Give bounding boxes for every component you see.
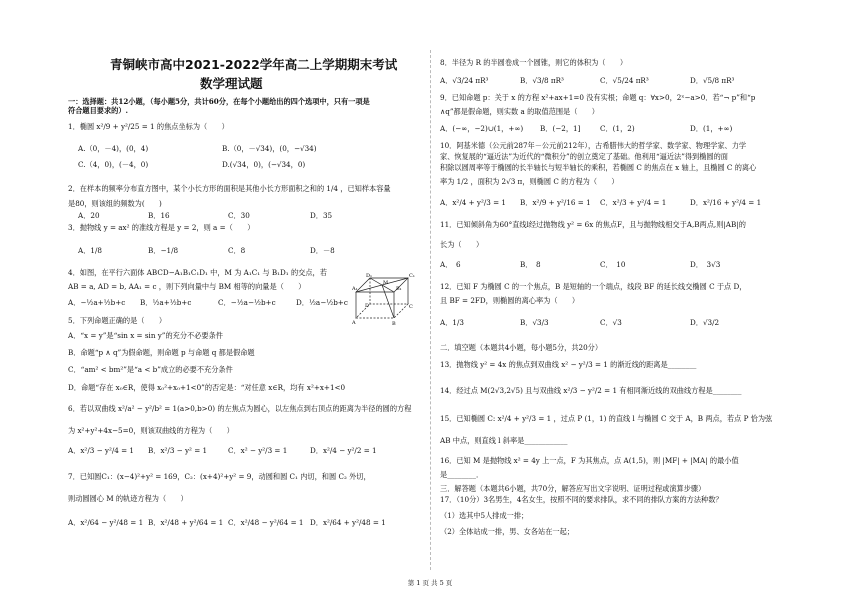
- question-7-cont: 则动圆圆心 M 的轨迹方程为（ ）: [68, 494, 188, 503]
- section-3-heading: 三．解答题（本题共6小题，共70分，解答应写出文字说明、证明过程或演算步骤）: [440, 484, 706, 493]
- q4-option-b: B．½a+½b+c: [140, 298, 192, 307]
- q6-option-a: A．x²/3 − y²/4 = 1: [68, 446, 135, 455]
- q11-option-c: C． 10: [600, 260, 626, 269]
- q3-option-c: C．8: [228, 246, 246, 255]
- q2-option-b: B．16: [148, 211, 170, 220]
- page-footer: 第 1 页 共 5 页: [407, 579, 453, 587]
- q9-option-d: D．(1，+∞): [690, 124, 733, 133]
- q5-option-b: B．命题“p ∧ q”为假命题，则命题 p 与命题 q 都是假命题: [68, 348, 255, 357]
- question-4: 4．如图，在平行六面体 ABCD−A₁B₁C₁D₁ 中，M 为 A₁C₁ 与 B₁D₁ 的交点，若: [68, 268, 327, 277]
- exam-title: 青铜峡市高中2021-2022学年高二上学期期末考试: [110, 57, 398, 72]
- question-9-cont: ∧q”都是假命题，则实数 a 的取值范围是（ ）: [440, 107, 599, 116]
- fig-label-a1: A₁: [352, 286, 358, 292]
- question-11-cont: 长为（ ）: [440, 240, 484, 249]
- q3-option-a: A．1/8: [78, 246, 102, 255]
- parallelepiped-figure: [352, 270, 420, 326]
- question-15-cont: AB 中点，则直线 l 斜率是____________: [440, 436, 568, 445]
- q8-option-c: C．√5/24 πR³: [600, 76, 649, 85]
- q11-option-a: A． 6: [440, 260, 461, 269]
- question-5: 5．下列命题正确的是（ ）: [68, 316, 167, 325]
- q9-option-b: B．(−2，1]: [540, 124, 581, 133]
- question-1: 1．椭圆 x²/9 + y²/25 = 1 的焦点坐标为（ ）: [68, 122, 229, 131]
- q4-option-c: C．−½a−½b+c: [218, 298, 276, 307]
- question-10-cont-2: 积除以圆周率等于椭圆的长半轴长与短半轴长的乘积，若椭圆 C 的焦点在 x 轴上，且椭圆 C 的离心: [440, 163, 757, 172]
- fig-label-c: C: [409, 304, 413, 310]
- question-10: 10．阿基米德（公元前287年－公元前212年），古希腊伟大的哲学家、数学家、物理学家、力学: [440, 141, 747, 150]
- question-11: 11．已知倾斜角为60°直线l经过抛物线 y² = 6x 的焦点F，且与抛物线相交于A,B两点,则|AB|的: [440, 220, 746, 229]
- q9-option-a: A．(−∞，−2)∪(1，+∞): [440, 124, 524, 133]
- question-7: 7．已知圆C₁：(x−4)²+y² = 169，C₂：(x+4)²+y² = 9，动圆和圆 C₁ 内切，和圆 C₂ 外切，: [68, 472, 371, 481]
- question-15: 15．已知椭圆 C: x²/4 + y²/3 = 1 ，过点 P (1，1) 的直线 l 与椭圆 C 交于 A，B 两点，若点 P 恰为弦: [440, 414, 773, 423]
- q1-option-c: C.（4，0)，(－4，0): [78, 160, 149, 169]
- q2-option-d: D．35: [310, 211, 333, 220]
- q8-option-a: A．√3/24 πR³: [440, 76, 489, 85]
- q1-option-b: B.（0，－√34)，(0，−√34): [222, 144, 317, 153]
- q3-option-d: D．－8: [310, 246, 335, 255]
- q12-option-c: C．√3: [600, 318, 622, 327]
- q5-option-a: A．“x = y”是“sin x = sin y”的充分不必要条件: [68, 331, 223, 340]
- question-8: 8．半径为 R 的半圆卷成一个圆锥，则它的体积为（ ）: [440, 58, 628, 67]
- question-17-part-1: （1）选其中5人排成一排；: [440, 511, 529, 520]
- q11-option-b: B． 8: [520, 260, 541, 269]
- fig-label-b: B: [392, 321, 396, 326]
- question-4-cont: AB = a, AD = b, AA₁ = c ，则下列向量中与 BM 相等的向量是（ ）: [68, 282, 306, 291]
- fig-label-b1: B₁: [396, 286, 402, 292]
- q9-option-c: C．(1，2): [600, 124, 635, 133]
- q10-option-b: B．x²/9 + y²/16 = 1: [520, 198, 591, 207]
- question-2-cont: 是80，则该组的频数为( ): [68, 199, 162, 208]
- question-12-cont: 且 BF = 2FD，则椭圆的离心率为（ ）: [440, 296, 580, 305]
- q7-option-c: C．x²/48 − y²/64 = 1: [228, 518, 304, 527]
- fig-label-m: M: [383, 280, 389, 286]
- q8-option-d: D．√5/8 πR³: [690, 76, 735, 85]
- q3-option-b: B．−1/8: [148, 246, 179, 255]
- q10-option-d: D．x²/16 + y²/4 = 1: [690, 198, 762, 207]
- q6-option-c: C．x² − y²/3 = 1: [228, 446, 288, 455]
- q7-option-b: B．x²/48 + y²/64 = 1: [148, 518, 224, 527]
- section-1-heading-2: 符合题目要求的）.: [68, 106, 129, 115]
- q6-option-d: D．x²/4 − y²/2 = 1: [310, 446, 377, 455]
- q2-option-c: C．30: [228, 211, 250, 220]
- question-9: 9．已知命题 p：关于 x 的方程 x²+ax+1=0 没有实根；命题 q：∀x>0，2ˣ−a>0．若“¬ p”和“p: [440, 93, 756, 102]
- q4-option-d: D．½a−½b+c: [296, 298, 348, 307]
- q8-option-b: B．√3/8 πR³: [520, 76, 564, 85]
- fig-label-a: A: [352, 320, 356, 326]
- q10-option-a: A．x²/4 + y²/3 = 1: [440, 198, 507, 207]
- question-6: 6．若以双曲线 x²/a² − y²/b² = 1(a>0,b>0) 的左焦点为圆心，以左焦点到右顶点的距离为半径的圆的方程: [68, 404, 412, 413]
- question-2: 2．在样本的频率分布直方图中，某个小长方形的面积是其他小长方形面积之和的 1/4 ，已知样本容量: [68, 184, 391, 193]
- q5-option-d: D．命题“存在 x₀∈R，使得 x₀²+x₀+1<0”的否定是：“对任意 x∈R，均有 x²+x+1<0: [68, 383, 346, 392]
- question-10-cont-3: 率为 1/2 ，面积为 2√3 π，则椭圆 C 的方程为（ ）: [440, 177, 619, 186]
- question-3: 3．抛物线 y = ax² 的准线方程是 y = 2，则 a =（ ）: [68, 223, 255, 232]
- question-17-part-2: （2）全体站成一排，男、女各站在一起；: [440, 527, 574, 536]
- fig-label-d1: D₁: [366, 273, 373, 279]
- q1-option-d: D.(√34，0)，(−√34，0): [222, 160, 306, 169]
- question-6-cont: 为 x²+y²+4x−5=0，则该双曲线的方程为（ ）: [68, 426, 234, 435]
- exam-subtitle: 数学理试题: [200, 76, 263, 91]
- question-17: 17．（10分）3名男生，4名女生，按照不同的要求排队，求不同的排队方案的方法种数？: [440, 495, 723, 504]
- q4-option-a: A．−½a+½b+c: [68, 298, 126, 307]
- q12-option-b: B．√3/3: [520, 318, 549, 327]
- q11-option-d: D． 3√3: [690, 260, 721, 269]
- question-12: 12．已知 F 为椭圆 C 的一个焦点，B 是短轴的一个端点，线段 BF 的延长线交椭圆 C 于点 D，: [440, 282, 747, 291]
- q12-option-d: D．√3/2: [690, 318, 720, 327]
- fig-label-c1: C₁: [409, 273, 415, 279]
- question-13: 13．抛物线 y² = 4x 的焦点到双曲线 x² − y²/3 = 1 的渐近线的距离是________: [440, 360, 697, 369]
- q7-option-a: A．x²/64 − y²/48 = 1: [68, 518, 144, 527]
- question-14: 14．经过点 M(2√3,2√5) 且与双曲线 x²/3 − y²/2 = 1 有相同渐近线的双曲线方程是________: [440, 386, 742, 395]
- section-2-heading: 二．填空题（本题共4小题，每小题5分，共20分）: [440, 343, 603, 352]
- question-10-cont-1: 家、恢复展的“逼近法”为近代的“微积分”的创立奠定了基础。他利用“逼近法”得到椭圆的面: [440, 152, 728, 161]
- q7-option-d: D．x²/64 + y²/48 = 1: [310, 518, 386, 527]
- column-divider: [430, 50, 431, 570]
- question-16: 16．已知 M 是抛物线 x² = 4y 上一点，F 为其焦点，点 A(1,5)，则 |MF| + |MA| 的最小值: [440, 456, 739, 465]
- q12-option-a: A．1/3: [440, 318, 464, 327]
- q5-option-c: C．“am² < bm²”是“a < b”成立的必要不充分条件: [68, 365, 233, 374]
- q1-option-a: A.（0，－4)，(0，4): [78, 144, 149, 153]
- section-1-heading: 一：选择题：共12小题，（每小题5分，共计60分，在每个小题给出的四个选项中，只有一项是: [68, 97, 370, 106]
- question-16-cont: 是________．: [440, 470, 484, 479]
- q10-option-c: C．x²/3 + y²/4 = 1: [600, 198, 667, 207]
- q6-option-b: B．x²/3 − y² = 1: [148, 446, 208, 455]
- q2-option-a: A．20: [78, 211, 100, 220]
- fig-label-d: D: [365, 303, 370, 309]
